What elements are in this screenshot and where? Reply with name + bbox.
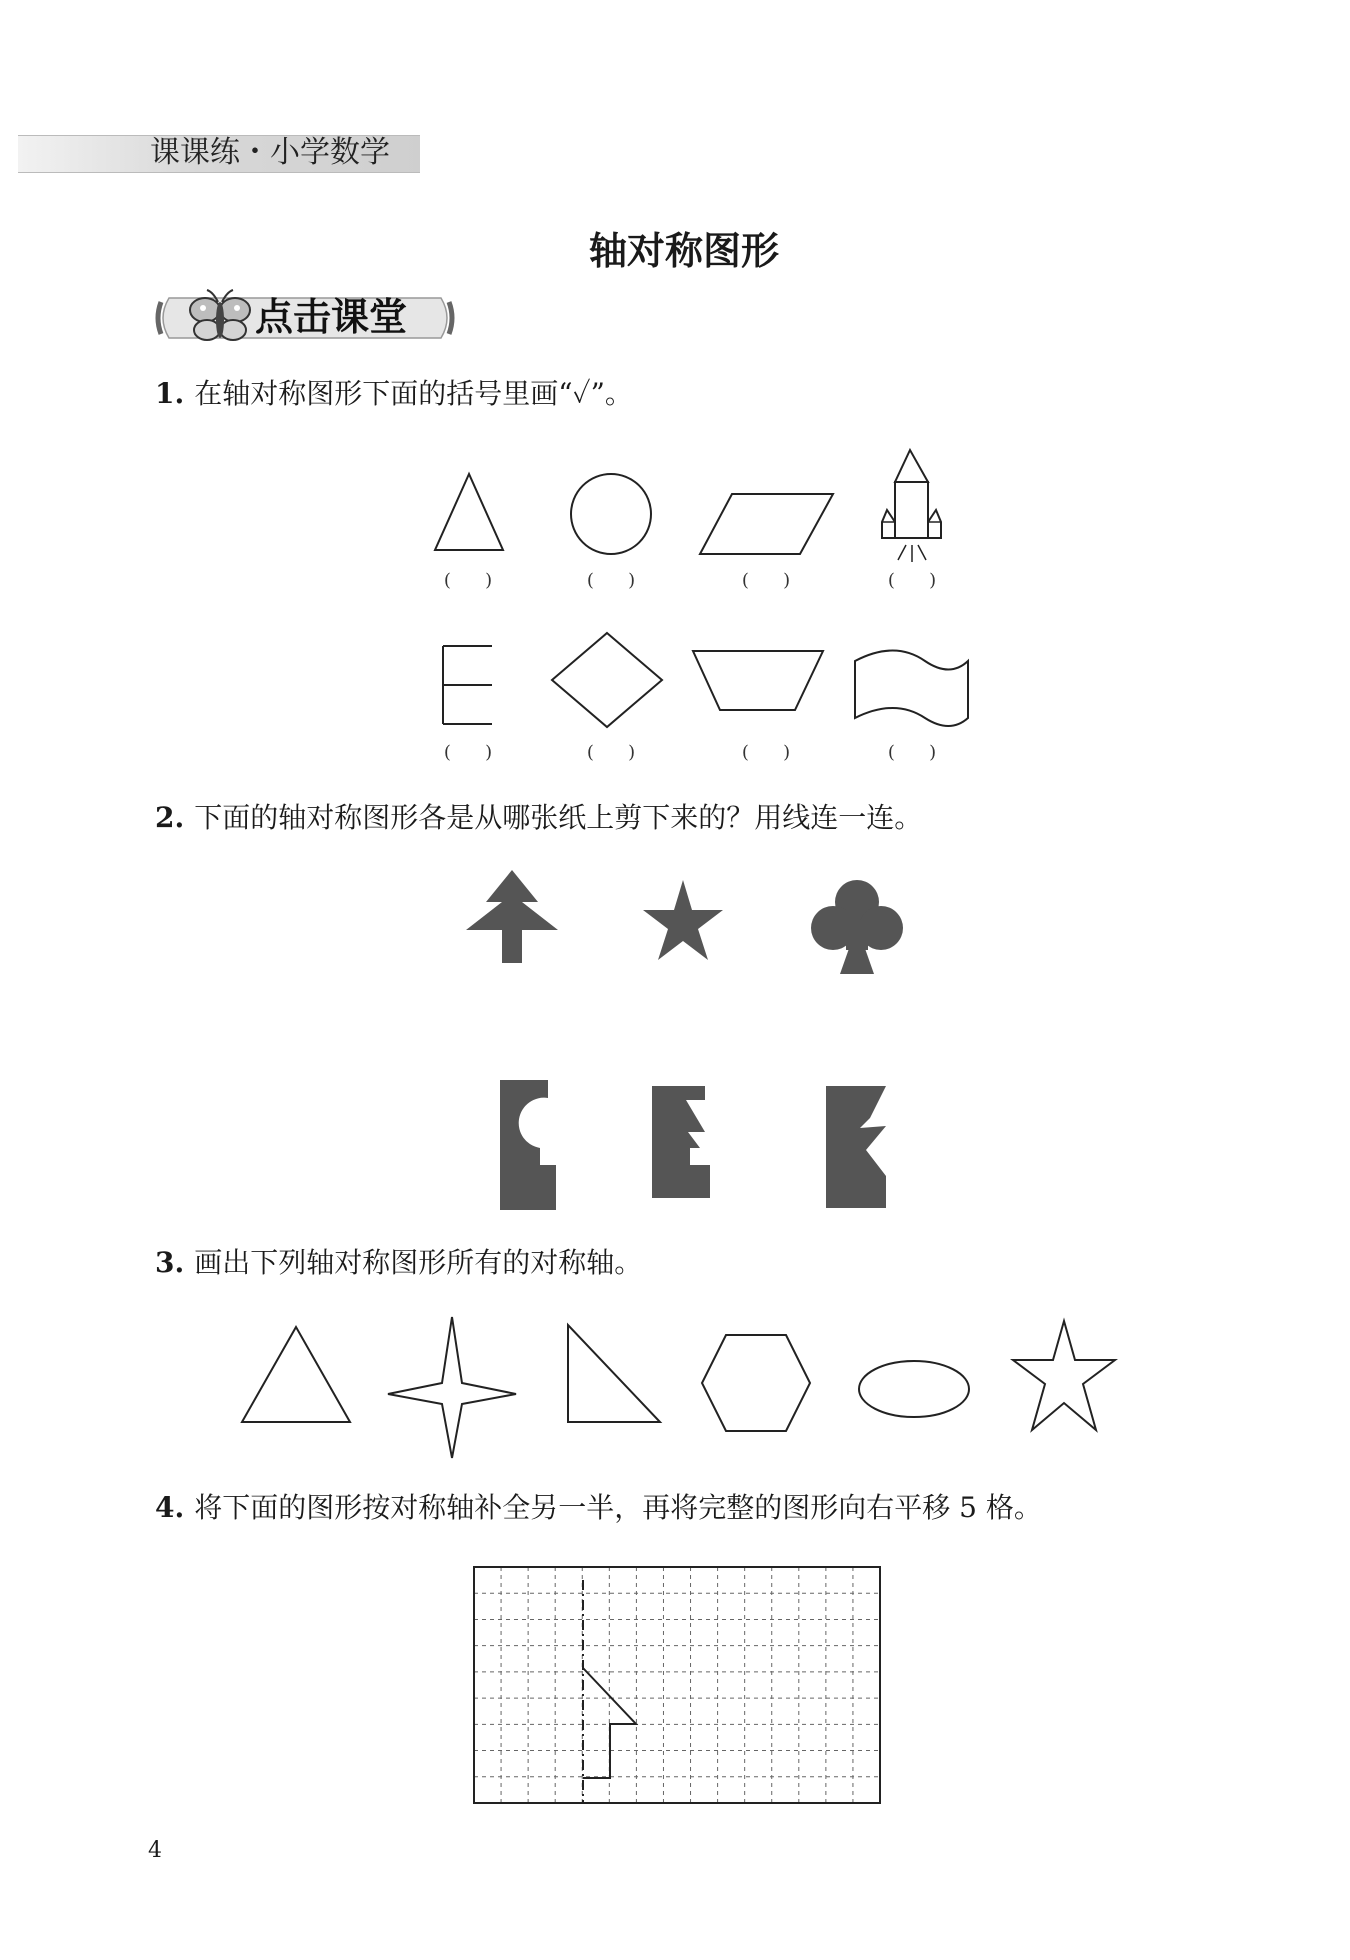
page-number: 4 — [148, 1838, 162, 1863]
answer-paren-5[interactable]: ( ) — [443, 742, 493, 763]
question-4: 4. 将下面的图形按对称轴补全另一半，再将完整的图形向右平移 5 格。 — [155, 1491, 1042, 1524]
page-title: 轴对称图形 — [588, 229, 779, 273]
grid-lines — [474, 1567, 880, 1803]
half-figure-shape — [583, 1668, 636, 1778]
question-1: 1. 在轴对称图形下面的括号里画“✓”。 — [155, 377, 633, 410]
answer-paren-2[interactable]: ( ) — [586, 570, 636, 591]
answer-paren-1[interactable]: ( ) — [443, 570, 493, 591]
answer-paren-3[interactable]: ( ) — [741, 570, 791, 591]
answer-paren-7[interactable]: ( ) — [741, 742, 791, 763]
answer-paren-4[interactable]: ( ) — [887, 570, 937, 591]
question-3: 3. 画出下列轴对称图形所有的对称轴。 — [155, 1246, 643, 1279]
section-title: 点击课堂 — [255, 295, 408, 339]
answer-paren-6[interactable]: ( ) — [586, 742, 636, 763]
grid-border — [474, 1567, 880, 1803]
question-2: 2. 下面的轴对称图形各是从哪张纸上剪下来的？用线连一连。 — [155, 801, 923, 834]
answer-paren-8[interactable]: ( ) — [887, 742, 937, 763]
header-text: 课课练・小学数学 — [150, 135, 390, 170]
